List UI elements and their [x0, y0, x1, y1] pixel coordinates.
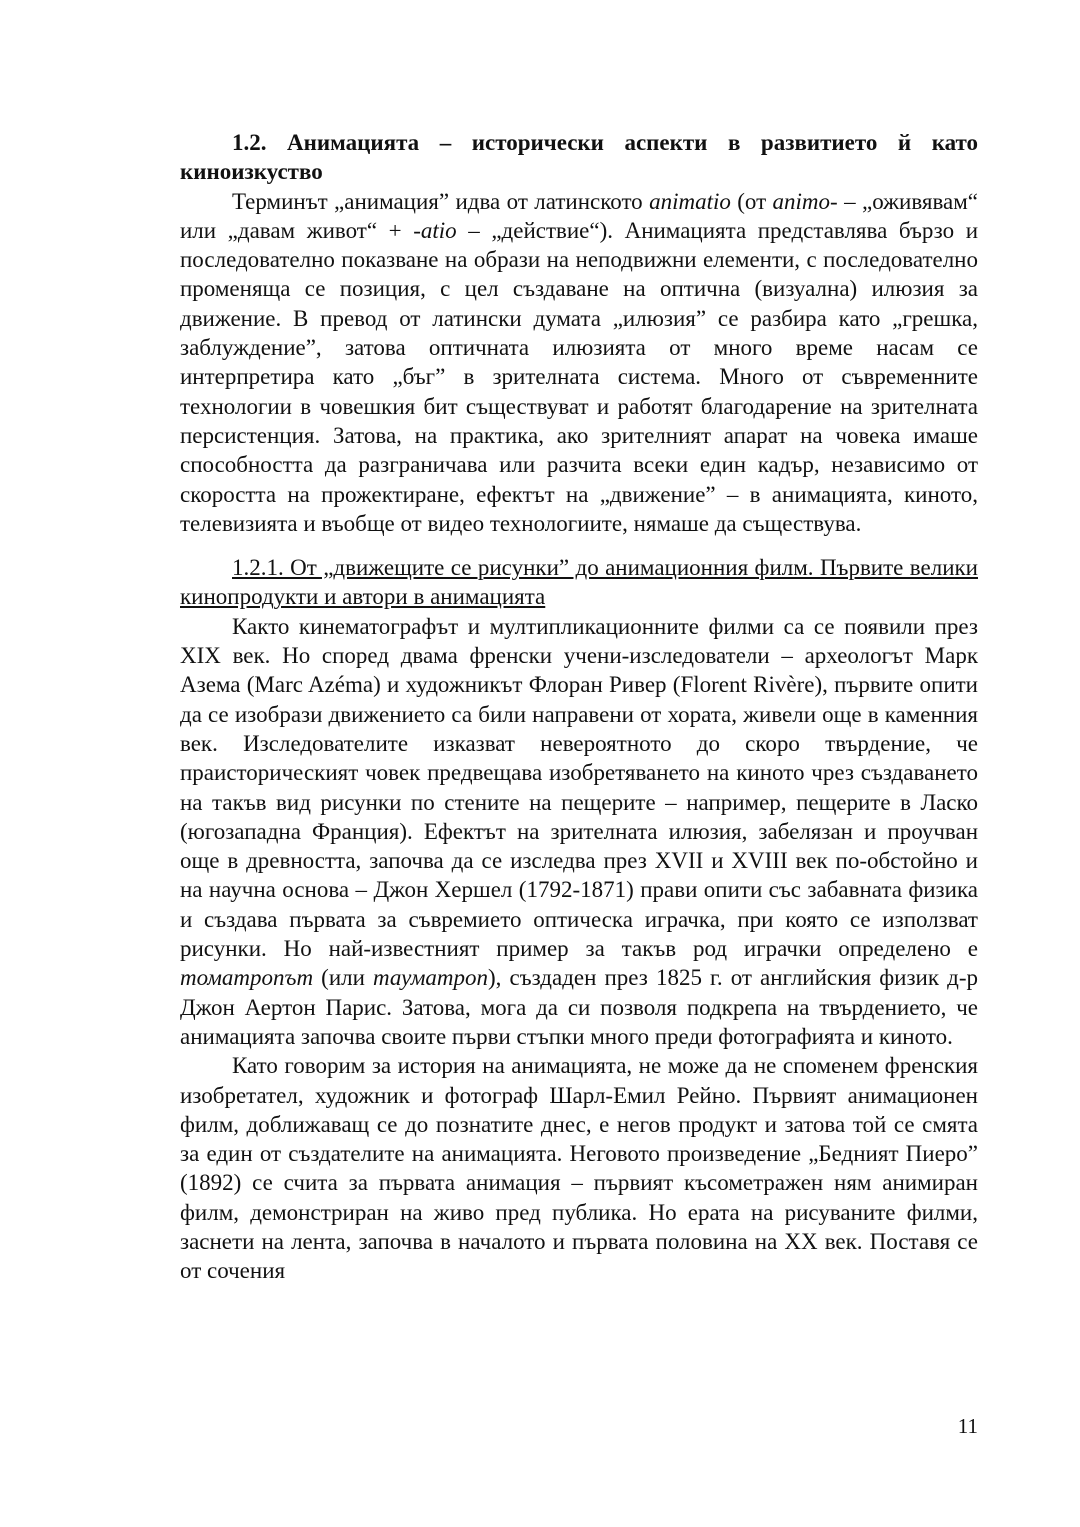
- text-run: – „оживявам“ или „давам живот“ +: [180, 188, 978, 243]
- text-run: ), създаден през 1825 г. от английския физик д-р Джон Аертон Парис. Затова, мога да си позволя подкрепа на твърдението, че анимацията започва своите първи стъпки много преди фотографията и киното.: [180, 965, 978, 1049]
- document-page: [180, 128, 978, 1286]
- paragraph-animation-definition: [180, 187, 978, 539]
- subsection-heading: 1.2.1. От „движещите се рисунки” до анимационния филм. Първите велики кинопродукти и автори в анимацията: [180, 555, 978, 610]
- italic-term-taumatrop: тауматроп: [373, 965, 489, 991]
- text-run: Терминът „анимация” идва от латинското: [232, 188, 650, 214]
- italic-term-animatio: animatio: [649, 188, 731, 214]
- text-run: (от: [730, 188, 773, 214]
- page-number: 11: [957, 1414, 978, 1438]
- section-heading: 1.2. Анимацията – исторически аспекти в развитието й като киноизкуство: [180, 130, 978, 185]
- italic-term-atio: -atio: [413, 217, 457, 243]
- text-run: (или: [313, 965, 373, 991]
- italic-term-animo: animo-: [772, 188, 838, 214]
- paragraph-early-history: [180, 612, 978, 1051]
- italic-term-tomatrop: томатропът: [180, 965, 314, 991]
- text-run: Както кинематографът и мултипликационните филми са се появили през XIX век. Но според двама френски учени-изследователи – археологът Марк Азема (Marc Azéma) и художникът Флоран Ривер (Florent Rivère), първите опити да се изобрази движението са били направени от хората, живели още в каменния век. Изследователите изказват невероятното до скоро твърдение, че праисторическият човек предвещава изобретяването на киното чрез създаването на такъв вид рисунки по стените на пещерите – например, пещерите в Ласко (югозападна Франция). Ефектът на зрителната илюзия, забелязан и проучван още в древността, започва да се изследва през XVII и XVIII век по-обстойно и на научна основа – Джон Хершел (1792-1871) прави опити със забавната физика и създава първата за съвремието оптическа играчка, при която се използват рисунки. Но най-известният пример за такъв род играчки определено е: [180, 613, 978, 962]
- paragraph-reynaud: Като говорим за история на анимацията, не може да не споменем френския изобретател, художник и фотограф Шарл-Емил Рейно. Първият анимационен филм, доближаващ се до познатите днес, е негов продукт и затова той се смята за един от създателите на анимацията. Неговото произведение „Бедният Пиеро” (1892) се счита за първата анимация – първият късометражен ням анимиран филм, демонстриран на живо пред публика. Но ерата на рисуваните филми, заснети на лента, започва в началото и първата половина на XX век. Поставя се от сочения: [180, 1053, 978, 1284]
- text-run: – „действие“). Анимацията представлява бързо и последователно показване на образи на неподвижни елементи, с последователно променяща се позиция, с цел създаване на оптична (визуална) илюзия за движение. В превод от латински думата „илюзия” се разбира като „грешка, заблуждение”, затова оптичната илюзията от много време насам се интерпретира като „бъг” в зрителната система. Много от съвременните технологии в човешкия бит съществуват и работят благодарение на зрителната персистенция. Затова, на практика, ако зрителният апарат на човека имаше способността да разграничава или разчита всеки един кадър, независимо от скоростта на прожектиране, ефектът на „движение” – в анимацията, киното, телевизията и въобще от видео технологиите, нямаше да съществува.: [180, 217, 979, 536]
